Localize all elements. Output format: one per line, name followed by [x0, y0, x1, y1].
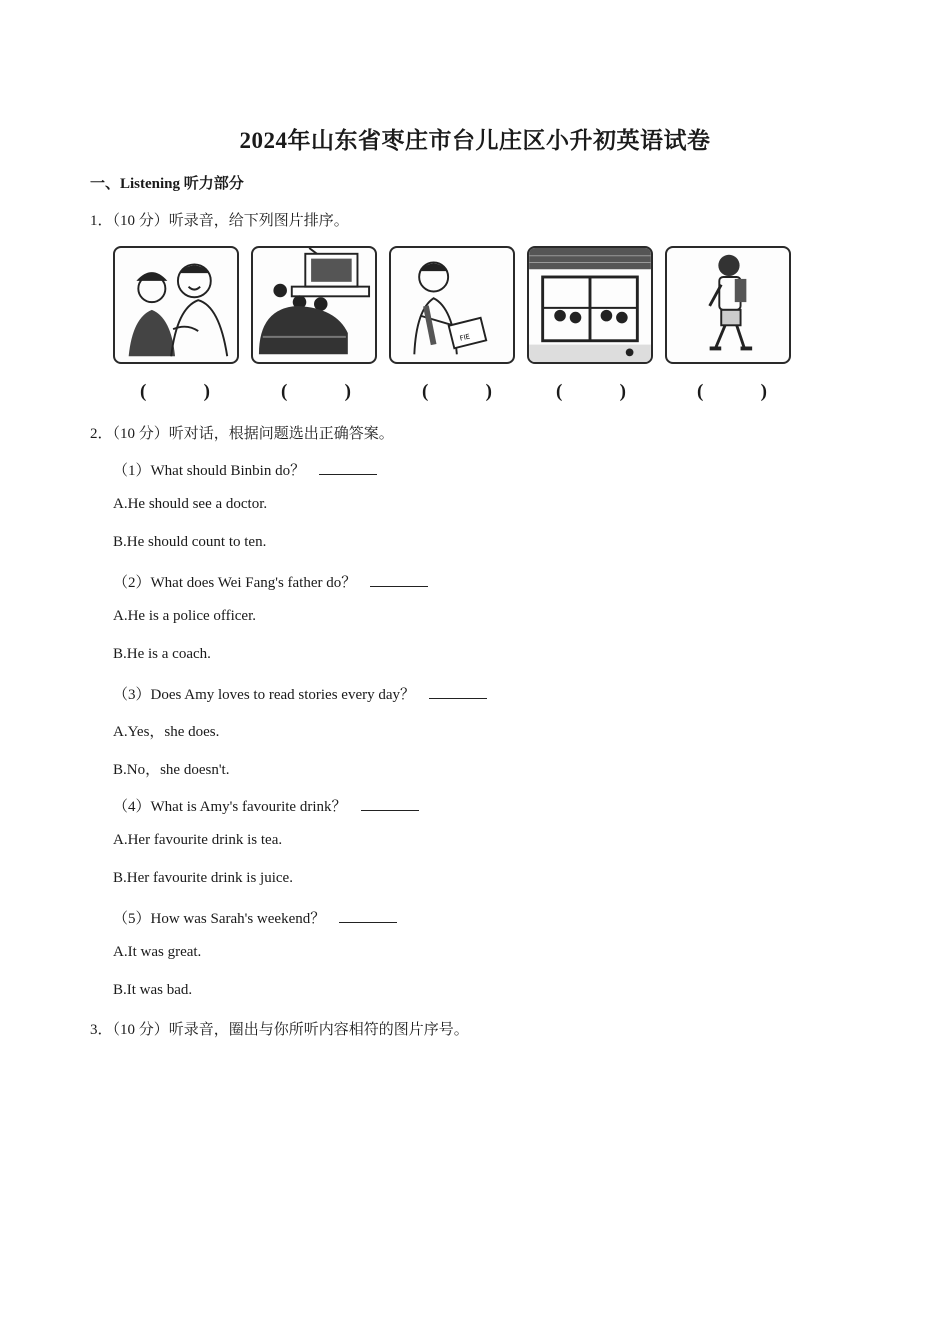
- option-b: B.He should count to ten.: [113, 534, 267, 550]
- answer-blank[interactable]: [319, 460, 377, 475]
- sub-question-2: （2）What does Wei Fang's father do？: [113, 571, 428, 592]
- answer-slot-3[interactable]: ( ): [422, 381, 492, 402]
- talking-people-icon: [113, 246, 239, 364]
- answer-blank[interactable]: [370, 572, 428, 587]
- option-b: B.Her favourite drink is juice.: [113, 870, 293, 886]
- answer-slot-2[interactable]: ( ): [281, 381, 351, 402]
- answer-slot-4[interactable]: ( ): [556, 381, 626, 402]
- section-heading: 一、Listening 听力部分: [90, 176, 244, 192]
- sub-question-3: （3）Does Amy loves to read stories every day？: [113, 683, 487, 704]
- option-b: B.He is a coach.: [113, 646, 211, 662]
- answer-blank[interactable]: [361, 796, 419, 811]
- option-a: A.Her favourite drink is tea.: [113, 832, 283, 848]
- option-a: A.Yes，she does.: [113, 724, 220, 740]
- question-3-prompt: 3．（10 分）听录音，圈出与你所听内容相符的图片序号。: [90, 1022, 469, 1038]
- sub-question-5: （5）How was Sarah's weekend？: [113, 907, 397, 928]
- answer-slot-5[interactable]: ( ): [697, 381, 767, 402]
- answer-slot-1[interactable]: ( ): [140, 381, 210, 402]
- option-a: A.It was great.: [113, 944, 202, 960]
- question-1-prompt: 1．（10 分）听录音，给下列图片排序。: [90, 213, 349, 229]
- answer-blank[interactable]: [429, 684, 487, 699]
- page-title: 2024年山东省枣庄市台儿庄区小升初英语试卷: [239, 128, 711, 153]
- answer-blank[interactable]: [339, 908, 397, 923]
- option-a: A.He is a police officer.: [113, 608, 257, 624]
- svg-text:FIE: FIE: [458, 332, 471, 343]
- sub-question-1: （1）What should Binbin do？: [113, 459, 377, 480]
- window-scene-icon: [527, 246, 653, 364]
- option-a: A.He should see a doctor.: [113, 496, 268, 512]
- option-b: B.No，she doesn't.: [113, 762, 230, 778]
- walking-boy-icon: [665, 246, 791, 364]
- option-b: B.It was bad.: [113, 982, 193, 998]
- picture-row: [113, 246, 793, 368]
- question-2-prompt: 2．（10 分）听对话，根据问题选出正确答案。: [90, 426, 394, 442]
- sub-question-4: （4）What is Amy's favourite drink？: [113, 795, 419, 816]
- family-tv-icon: [251, 246, 377, 364]
- boy-with-card-icon: [389, 246, 515, 364]
